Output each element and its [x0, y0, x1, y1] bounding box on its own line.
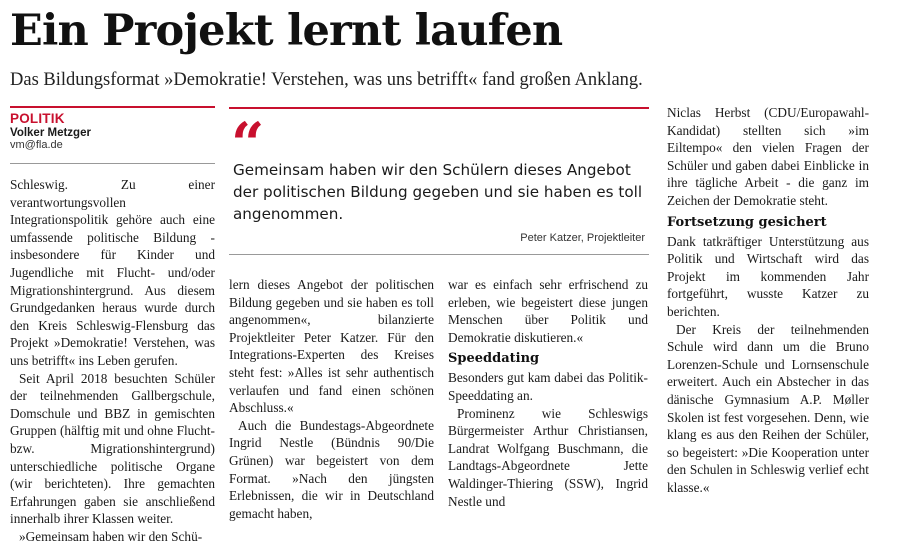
byline-block: [10, 106, 215, 164]
paragraph: Der Kreis der teilnehmenden Schule wird dann um die Bruno Lorenzen-Schule und Lornsenschule erweitert. Auch ein Abstecher in das dänische Gymnasium A.P. Møller Skolen ist fest vorgesehen. Denn, wie klang es aus den Reihen der Schüler, so begeistert: »Die Kooperation unter den Schulen in Schleswig verlief echt klasse.«: [667, 321, 869, 495]
quote-mark-icon: “: [231, 110, 265, 178]
paragraph: »Gemeinsam haben wir den Schü-: [19, 528, 203, 544]
paragraph: Seit April 2018 besuchten Schüler der teilnehmenden Gallbergschule, Domschule und BBZ in gemischten Gruppen (hälftig mit und ohne Flucht- bzw. Migrationshintergrund) unterschiedliche politische Organe (wir berichteten). Ihre gemachten Erfahrungen gaben sie anschließend innerhalb ihrer Klassen weiter.: [10, 370, 215, 527]
paragraph: Niclas Herbst (CDU/Europawahl-Kandidat) stellten sich »im Eiltempo« den vielen Fragen der Schüler und gaben dabei Einblicke in ihre tägliche Arbeit - die ganz im Zeichen der Demokratie steht.: [667, 105, 869, 208]
paragraph: Auch die Bundestags-Abgeordnete Ingrid Nestle (Bündnis 90/Die Grünen) war begeistert von dem Format. »Nach den jüngsten Erlebnissen, die wir in Deutschland gemacht haben,: [229, 417, 434, 521]
quote-source: Peter Katzer, Projektleiter: [520, 232, 645, 244]
author-email: vm@fla.de: [10, 139, 63, 151]
quote-divider: [229, 254, 649, 255]
paragraph: Dank tatkräftiger Unterstützung aus Politik und Wirtschaft wird das Projekt im kommenden Jahr fortgeführt, wusste Katzer zu berichten.: [667, 233, 869, 319]
article-column-1: [10, 176, 215, 545]
byline-divider: [10, 163, 215, 164]
paragraph: Besonders gut kam dabei das Politik-Speeddating an.: [448, 370, 648, 403]
subheading: Speeddating: [448, 351, 540, 367]
paragraph: lern dieses Angebot der politischen Bildung gegeben und sie haben es toll angenommen«, bilanzierte Projektleiter Peter Katzer. Für den Integrations-Experten des Kreises steht fest: »Alles ist sehr authentisch verlaufen und fand einen schönen Abschluss.«: [229, 277, 434, 416]
quote-accent-line: [229, 107, 649, 109]
paragraph: war es einfach sehr erfrischend zu erleben, wie begeistert diese jungen Menschen über Politik und Demokratie diskutieren.«: [448, 277, 648, 345]
article-column-2: [229, 276, 434, 522]
author-name: Volker Metzger: [10, 127, 91, 139]
pull-quote: [229, 107, 649, 255]
headline: Ein Projekt lernt laufen: [10, 6, 563, 56]
paragraph: Schleswig. Zu einer verantwortungsvollen Integrationspolitik gehöre auch eine umfassende politische Bildung - insbesondere für Kinder und Jugendliche mit Flucht- und/oder Migrationshintergrund. Aus diesem Grundgedanken heraus wurde durch den Kreis Schleswig-Flensburg das Projekt »Demokratie! Verstehen, was uns betrifft« ins Leben gerufen.: [10, 177, 215, 368]
article-column-3: [448, 276, 648, 510]
paragraph: Prominenz wie Schleswigs Bürgermeister Arthur Christiansen, Landrat Wolfgang Buschmann, die Landtags-Abgeordnete Jette Waldinger-Thiering (SSW), Ingrid Nestle und: [448, 405, 648, 509]
article-column-4: [667, 104, 869, 496]
rubric-accent-line: [10, 106, 215, 108]
subheadline: Das Bildungsformat »Demokratie! Verstehen, was uns betrifft« fand großen Anklang.: [10, 70, 643, 90]
subheading: Fortsetzung gesichert: [667, 214, 827, 230]
quote-text: Gemeinsam haben wir den Schülern dieses Angebot der politischen Bildung gegeben und sie haben es toll angenommen.: [233, 161, 643, 223]
rubric-label: POLITIK: [10, 111, 65, 126]
